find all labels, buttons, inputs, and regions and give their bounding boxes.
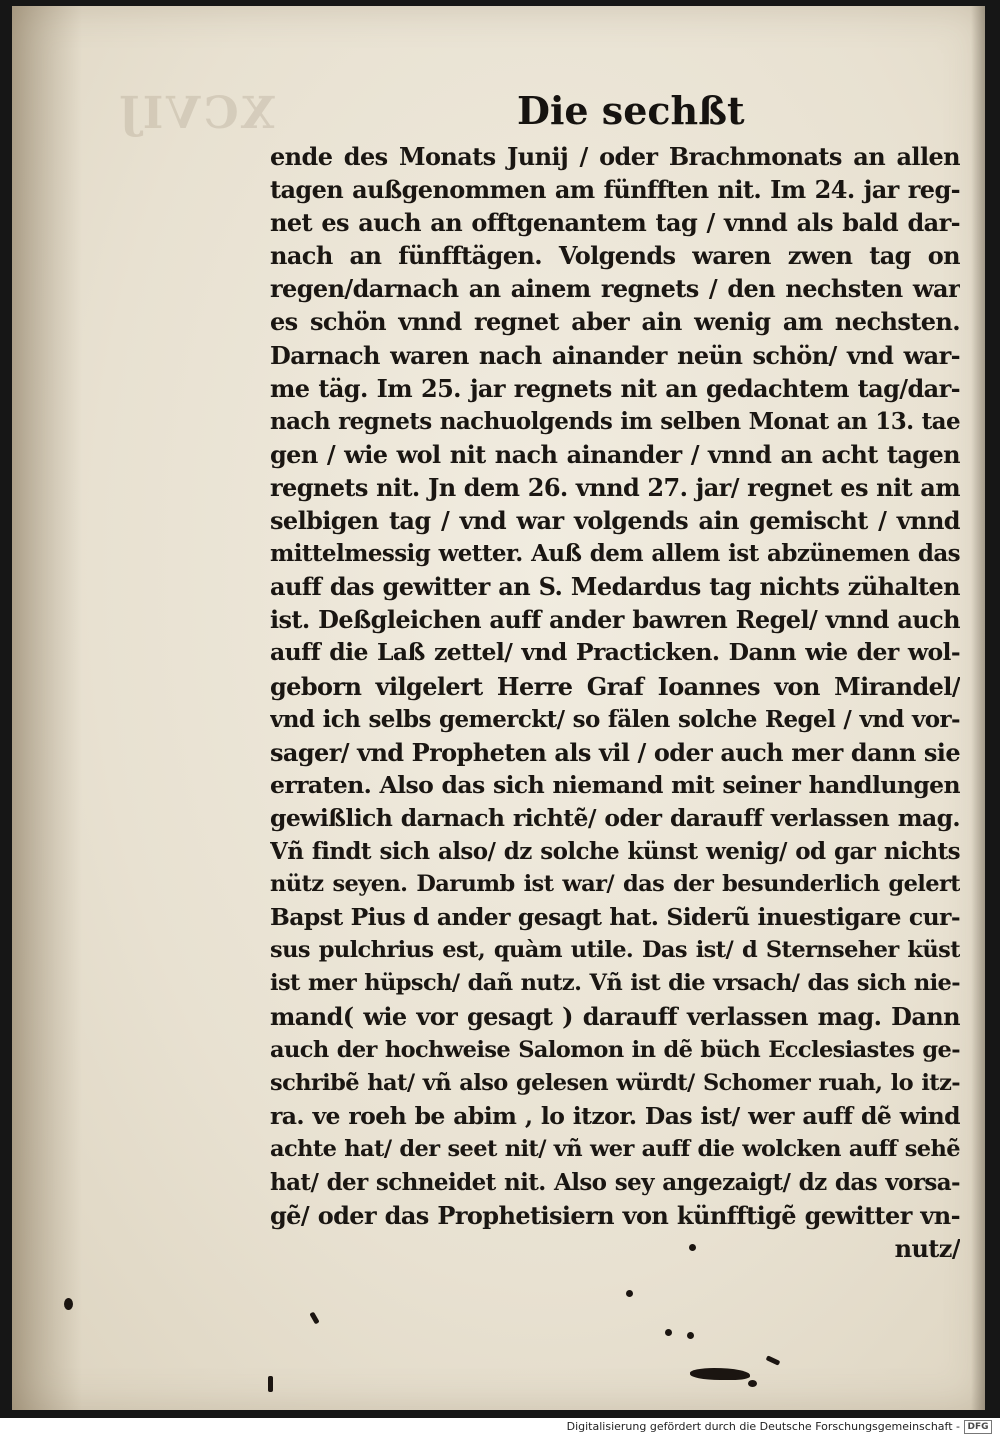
text-line: schribẽ hat/ vñ also gelesen würdt/ Schomer ruah, lo itz- (270, 1069, 960, 1096)
text-line: geborn vilgelert Herre Graf Ioannes von Mirandel/ (270, 671, 960, 701)
text-line: erraten. Also das sich niemand mit seiner handlungen (270, 770, 960, 799)
body-text (270, 140, 960, 1265)
text-line: gewißlich darnach richtẽ/ oder darauff verlassen mag. (270, 803, 960, 832)
text-line: auch der hochweise Salomon in dẽ büch Ecclesiastes ge- (270, 1036, 960, 1063)
ink-spot (626, 1290, 633, 1297)
text-line: nach regnets nachuolgends im selben Monat an 13. tae (270, 407, 960, 435)
text-line: gen / wie wol nit nach ainander / vnnd an acht tagen (270, 439, 960, 469)
ink-spot (665, 1329, 672, 1336)
text-line: Darnach waren nach ainander neün schön/ vnd war- (270, 340, 960, 370)
text-line: es schön vnnd regnet aber ain wenig am nechsten. (270, 307, 960, 337)
text-line: me täg. Im 25. jar regnets nit an gedachtem tag/dar- (270, 373, 960, 403)
text-line: mittelmessig wetter. Auß dem allem ist abzünemen das (270, 540, 960, 568)
text-line: selbigen tag / vnd war volgends ain gemischt / vnnd (270, 506, 960, 536)
text-line: net es auch an offtgenantem tag / vnnd als bald dar- (270, 208, 960, 238)
text-line: mand( wie vor gesagt ) darauff verlassen mag. Dann (270, 1002, 960, 1032)
text-line: tagen außgenommen am fünfften nit. Im 24. jar reg- (270, 175, 960, 205)
ink-spot (309, 1312, 319, 1325)
ink-spot (64, 1298, 73, 1310)
ink-spot (748, 1380, 757, 1387)
ink-smudge (690, 1368, 750, 1380)
text-line: auff das gewitter an S. Medardus tag nichts zühalten (270, 572, 960, 602)
text-line: regnets nit. Jn dem 26. vnnd 27. jar/ regnet es nit am (270, 472, 960, 502)
text-line: nutz/ (894, 1234, 960, 1264)
bleed-through-folio: XCVIJ (116, 88, 275, 139)
funding-credit: Digitalisierung gefördert durch die Deutsche Forschungsgemeinschaft - (566, 1420, 960, 1433)
page-edge-shadow (971, 6, 985, 1410)
dfg-logo: DFG (964, 1420, 992, 1434)
ink-spot (687, 1332, 694, 1339)
running-heading: Die sechßt (517, 88, 745, 133)
text-line: vnd ich selbs gemerckt/ so fälen solche Regel / vnd vor- (270, 705, 960, 733)
text-line: nach an fünfftägen. Volgends waren zwen tag on (270, 241, 960, 271)
text-line: sus pulchrius est, quàm utile. Das ist/ d Sternseher küst (270, 937, 960, 964)
ink-spot (766, 1355, 781, 1365)
text-line: auff die Laß zettel/ vnd Practicken. Dann wie der wol- (270, 638, 960, 667)
text-line: gẽ/ oder das Prophetisiern von künfftigẽ gewitter vn- (270, 1201, 960, 1230)
text-line: Vñ findt sich also/ dz solche künst wenig/ od gar nichts (270, 837, 960, 865)
gutter-shadow (12, 6, 82, 1410)
text-line: achte hat/ der seet nit/ vñ wer auff die wolcken auff sehẽ (270, 1135, 960, 1162)
text-line: Bapst Pius d ander gesagt hat. Siderũ inuestigare cur- (270, 903, 960, 932)
ink-spot (689, 1244, 696, 1251)
text-line: ist mer hüpsch/ dañ nutz. Vñ ist die vrsach/ das sich nie- (270, 970, 960, 997)
text-line: ende des Monats Junij / oder Brachmonats an allen (270, 142, 960, 171)
text-line: regen/darnach an ainem regnets / den nechsten war (270, 274, 960, 304)
book-page (12, 6, 985, 1410)
text-line: ist. Deßgleichen auff ander bawren Regel/ vnnd auch (270, 605, 960, 635)
text-line: hat/ der schneidet nit. Also sey angezaigt/ dz das vorsa- (270, 1168, 960, 1196)
ink-spot (268, 1376, 273, 1392)
text-line: nütz seyen. Darumb ist war/ das der besunderlich gelert (270, 871, 960, 898)
text-line: ra. ve roeh be abim , lo itzor. Das ist/ wer auff dẽ wind (270, 1101, 960, 1130)
footer-bar (0, 1418, 1000, 1437)
text-line: sager/ vnd Propheten als vil / oder auch mer dann sie (270, 737, 960, 767)
